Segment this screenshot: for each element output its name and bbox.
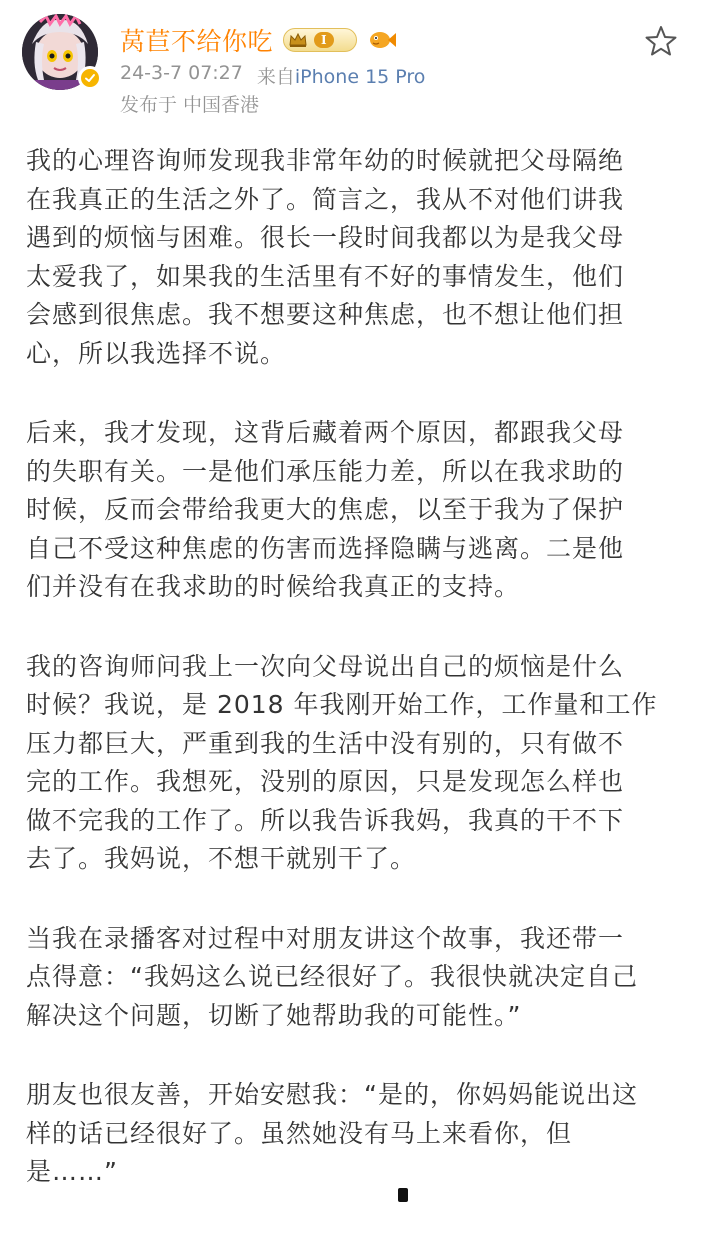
vip-badge[interactable] [283, 28, 357, 52]
post-paragraph: 当我在录播客对过程中对朋友讲这个故事，我还带一 点得意：“我妈这么说已经很好了。我很快就决定自己 解决这个问题，切断了她帮助我的可能性。” [26, 923, 638, 1030]
post-body [26, 142, 686, 1233]
star-outline-icon[interactable] [644, 24, 678, 58]
post-paragraph: 我的咨询师问我上一次向父母说出自己的烦恼是什么 时候？我说，是 2018 年我刚开始工作，工作量和工作 压力都巨大，严重到我的生活中没有别的，只有做不 完的工作。我想死，没别的原因，只是发现怎么样也 做不完我的工作了。所以我告诉我妈，我真的干不下 去了。我妈说，不想干就别干了。 [26, 651, 658, 873]
fish-icon[interactable] [367, 28, 397, 52]
vip-level: I [314, 32, 334, 48]
post-location: 发布于 中国香港 [120, 94, 260, 116]
post-header [0, 0, 701, 130]
post-paragraph: 后来，我才发现，这背后藏着两个原因，都跟我父母 的失职有关。一是他们承压能力差，所以在我求助的 时候，反而会带给我更大的焦虑，以至于我为了保护 自己不受这种焦虑的伤害而选择隐瞒与逃离。二是他 们并没有在我求助的时候给我真正的支持。 [26, 418, 625, 601]
crown-icon [288, 32, 308, 48]
post-timestamp: 24-3-7 07:27 [120, 62, 243, 84]
author-name[interactable]: 莴苣不给你吃 [120, 27, 274, 56]
post-paragraph: 我的心理咨询师发现我非常年幼的时候就把父母隔绝 在我真正的生活之外了。简言之，我从不对他们讲我 遇到的烦恼与困难。很长一段时间我都以为是我父母 太爱我了，如果我的生活里有不好的事情发生，他们 会感到很焦虑。我不想要这种焦虑，也不想让他们担 心，所以我选择不说。 [26, 146, 625, 368]
device-link[interactable]: iPhone 15 Pro [294, 66, 426, 88]
avatar-container[interactable] [22, 14, 100, 92]
username-row [120, 22, 397, 58]
post-meta [120, 62, 425, 89]
verified-check-icon [78, 66, 102, 90]
post-paragraph: 朋友也很友善，开始安慰我：“是的，你妈妈能说出这 样的话已经很好了。虽然她没有马上来看你，但 是……” [26, 1080, 638, 1186]
source-prefix: 来自 [256, 66, 295, 88]
